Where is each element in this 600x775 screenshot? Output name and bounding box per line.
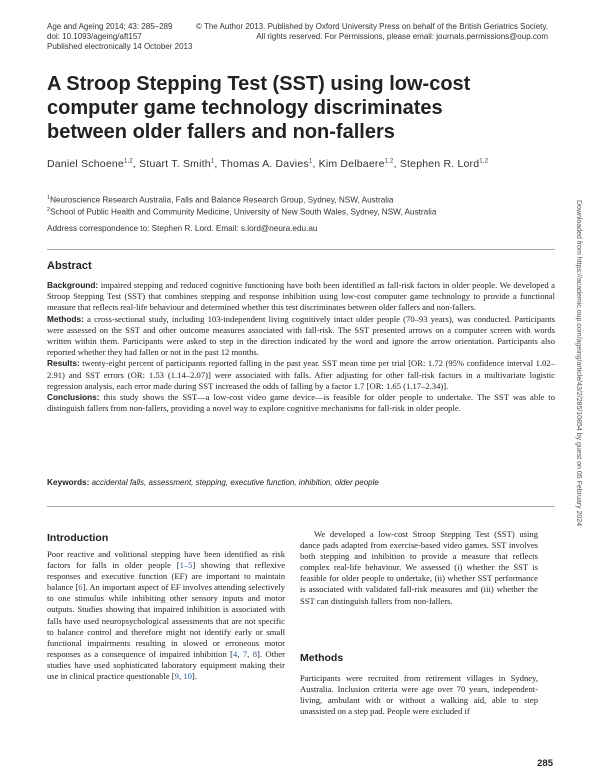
abstract-label: Background: xyxy=(47,280,99,290)
author-name: Thomas A. Davies xyxy=(220,158,309,170)
text: ]. xyxy=(191,671,197,682)
reference-link[interactable]: 6 xyxy=(78,582,83,593)
reference-link[interactable]: 9 xyxy=(174,671,179,682)
reference-link[interactable]: 8 xyxy=(252,648,258,659)
author-affiliation-mark: 1,2 xyxy=(479,158,489,165)
author-affiliation-mark: 1,2 xyxy=(384,158,394,165)
abstract-text: a cross-sectional study, including 103-independent living cognitively intact older people (70–93 years), was conducted. Participants were assessed on the SST and other outcome measures associated with fall-risk. The SST presented arrows on a computer screen with words written within them. Participants were asked to step in the direction indicated by the word and ignore the arrow orientation. Participants also reported whether they had fallen or not in the past 12 months. xyxy=(47,313,555,358)
author-affiliation-mark: 1 xyxy=(210,158,215,165)
abstract-body xyxy=(47,280,555,414)
reference-link[interactable]: 1–5 xyxy=(179,560,193,571)
copyright-line-2: All rights reserved. For Permissions, please email: journals.permissions@oup.com xyxy=(256,32,548,41)
paragraph: Participants were recruited from retirement villages in Sydney, Australia. Inclusion criteria were age over 70 years, independent-living, ambulant with or without a walking aid, able to step unassisted on a step pad. People were excluded if xyxy=(300,673,538,717)
publication-date: Published electronically 14 October 2013 xyxy=(47,42,193,51)
keywords-label: Keywords: xyxy=(47,477,90,487)
correspondence: Address correspondence to: Stephen R. Lord. Email: s.lord@neura.edu.au xyxy=(47,224,318,233)
introduction-body xyxy=(47,549,285,682)
text: ]. An important aspect of EF involves attending selectively to one stimulus while inhibiting other sensory inputs and motor outputs. Studies showing that impaired inhibition is associated with falls have used neuropsychological assessments that are not specific to balance control and therefore might not identify early or small functional impairments resulting in slowed or erroneous motor responses as a consequence of impaired inhibition [ xyxy=(47,582,286,659)
abstract-results xyxy=(47,358,555,392)
affiliation-number: 1 xyxy=(47,195,51,201)
paragraph: We developed a low-cost Stroop Stepping Test (SST) using dance pads adapted from exercise-based video games. SST involves both stepping and inhibition to provide a measure that reflects complex real-life behaviour. We assessed (i) whether the SST is feasible for older people to undertake, (ii) whether SST performance is associated with validated fall-risk measures and (iii) whether the SST can distinguish fallers from non-fallers. xyxy=(300,529,538,606)
introduction-heading: Introduction xyxy=(47,532,109,544)
divider xyxy=(47,249,555,250)
article-title: A Stroop Stepping Test (SST) using low-cost computer game technology discriminates between older fallers and non-fallers xyxy=(47,73,471,143)
keywords xyxy=(47,477,555,487)
divider xyxy=(47,506,555,507)
methods-heading: Methods xyxy=(300,652,344,664)
abstract-label: Conclusions: xyxy=(47,392,100,403)
text: , xyxy=(247,648,253,659)
copyright-notice xyxy=(196,22,548,42)
text: , xyxy=(178,671,184,682)
affiliation-1 xyxy=(47,195,394,205)
abstract-methods xyxy=(47,314,555,359)
abstract-heading: Abstract xyxy=(47,260,92,272)
copyright-line-1: © The Author 2013. Published by Oxford University Press on behalf of the British Geriatrics Society. xyxy=(196,22,548,31)
download-note: Downloaded from https://academic.oup.com/ageing/article/43/2/285/10854 by guest on 05 February 2024 xyxy=(575,200,582,527)
abstract-label: Methods: xyxy=(47,313,84,324)
author-affiliation-mark: 1 xyxy=(308,158,313,165)
abstract-text: this study shows the SST—a low-cost video game device—is feasible for older people to undertake. The SST was able to distinguish fallers from non-fallers, providing a novel way to explore cognitive mechanisms for fall-risk in older people. xyxy=(47,392,555,414)
author-name: Stephen R. Lord xyxy=(399,158,480,170)
text: ] showing that reflexive responses and executive function (EF) are important to maintain balance [ xyxy=(47,560,286,593)
abstract-conclusions xyxy=(47,392,555,414)
author-name: Stuart T. Smith xyxy=(139,158,211,170)
methods-body xyxy=(300,673,538,717)
journal-citation: Age and Ageing 2014; 43: 285–289 xyxy=(47,22,173,31)
abstract-background xyxy=(47,280,555,314)
author-affiliation-mark: 1,2 xyxy=(123,158,133,165)
abstract-text: impaired stepping and reduced cognitive functioning have both been identified as fall-risk factors in older people. We developed a Stroop Stepping Test (SST) that combines stepping and response inhibition using low-cost computer game technology to provide a functional measure that reflects real-life behaviour and determined whether this test discriminates between older fallers and non-fallers. xyxy=(47,280,555,313)
abstract-label: Results: xyxy=(47,358,80,369)
author-name: Kim Delbaere xyxy=(318,158,385,170)
affiliation-2 xyxy=(47,207,436,217)
affiliation-number: 2 xyxy=(47,207,51,213)
author-name: Daniel Schoene xyxy=(47,158,124,170)
abstract-text: twenty-eight percent of participants reported falling in the past year. SST mean time per trial [OR: 1.72 (95% confidence interval 1.02–2.91) and SST errors (OR: 1.53 (1.14–2.07)] were associated with falls. After adjusting for other fall-risk factors in a multivariate logistic regression analysis, each error made during SST increased the odds of falling by a factor 1.7 [OR: 1.65 (1.17–2.34)]. xyxy=(47,358,555,391)
text: ]. Other studies have used sophisticated laboratory equipment making their use in clinical practice questionable [ xyxy=(47,648,285,682)
reference-link[interactable]: 10 xyxy=(183,671,192,682)
text: Poor reactive and volitional stepping have been identified as risk factors for falls in older people [ xyxy=(47,549,285,571)
author-list: Daniel Schoene$^{1,2}$, Stuart T. Smith$^1$, Thomas A. Davies$^1$, Kim Delbaere$^{1,2}$, Stephen R. Lord$^{1,2}$ xyxy=(47,158,489,170)
right-column-intro xyxy=(300,529,538,607)
affiliation-text: School of Public Health and Community Medicine, University of New South Wales, Sydney, NSW, Australia xyxy=(50,207,437,217)
paragraph xyxy=(47,549,285,682)
reference-link[interactable]: 4 xyxy=(233,648,238,659)
page-number: 285 xyxy=(537,758,553,769)
text: , xyxy=(237,648,243,659)
journal-header xyxy=(47,22,192,52)
affiliation-text: Neuroscience Research Australia, Falls and Balance Research Group, Sydney, NSW, Australia xyxy=(50,195,394,205)
reference-link[interactable]: 7 xyxy=(242,648,248,659)
doi[interactable]: doi: 10.1093/ageing/aft157 xyxy=(47,32,142,41)
keywords-text: accidental falls, assessment, stepping, executive function, inhibition, older people xyxy=(91,478,379,487)
download-watermark xyxy=(575,200,592,600)
